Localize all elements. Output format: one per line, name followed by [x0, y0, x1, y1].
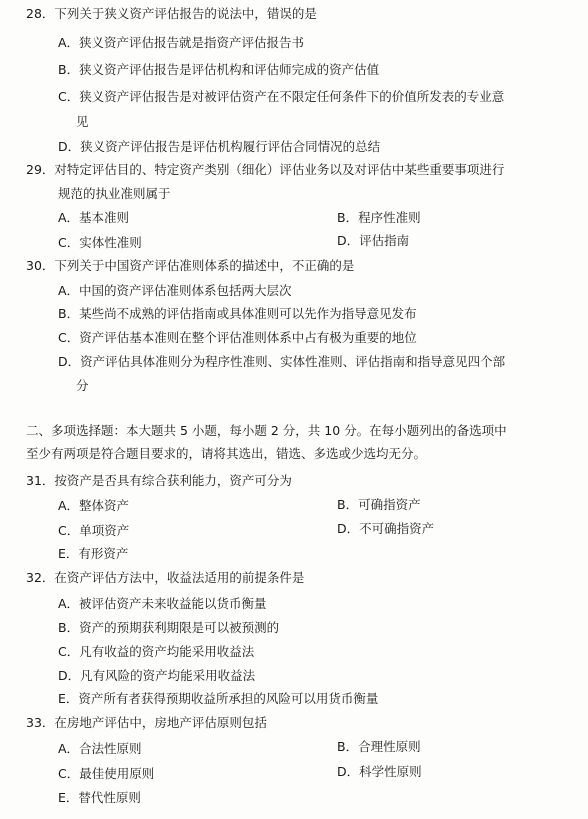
question-31-stem: 31．按资产是否具有综合获利能力，资产可分为: [26, 473, 292, 488]
question-30-stem: 30．下列关于中国资产评估准则体系的描述中，不正确的是: [26, 258, 355, 273]
question-32-option-e: E．资产所有者获得预期收益所承担的风险可以用货币衡量: [58, 691, 379, 706]
question-32-option-d: D．凡有风险的资产均能采用收益法: [58, 668, 256, 683]
question-28-option-c: C．狭义资产评估报告是对被评估资产在不限定任何条件下的价值所发表的专业意: [58, 89, 505, 104]
question-30-option-d-cont: 分: [76, 378, 89, 393]
section-2-instructions-cont: 至少有两项是符合题目要求的，请将其选出，错选、多选或少选均无分。: [26, 446, 427, 461]
question-32-option-c: C．凡有收益的资产均能采用收益法: [58, 644, 255, 659]
question-29-option-a: A．基本准则: [58, 210, 130, 225]
question-30-option-c: C．资产评估基本准则在整个评估准则体系中占有极为重要的地位: [58, 330, 417, 345]
section-2-instructions: 二、多项选择题：本大题共 5 小题，每小题 2 分，共 10 分。在每小题列出的备选项中: [26, 423, 507, 438]
question-33-stem: 33．在房地产评估中，房地产评估原则包括: [26, 715, 267, 730]
question-31-option-e: E．有形资产: [58, 546, 129, 561]
question-32-stem: 32．在资产评估方法中，收益法适用的前提条件是: [26, 570, 305, 585]
question-33-option-b: B．合理性原则: [337, 739, 421, 754]
question-33-option-c: C．最佳使用原则: [58, 766, 155, 781]
question-28-option-b: B．狭义资产评估报告是评估机构和评估师完成的资产估值: [58, 62, 380, 77]
question-30-option-d: D．资产评估具体准则分为程序性准则、实体性准则、评估指南和指导意见四个部: [58, 354, 506, 369]
question-28-option-d: D．狭义资产评估报告是评估机构履行评估合同情况的总结: [58, 139, 381, 154]
question-31-option-d: D．不可确指资产: [337, 521, 435, 536]
question-31-option-c: C．单项资产: [58, 523, 130, 538]
question-29-stem-cont: 规范的执业准则属于: [58, 186, 171, 201]
question-31-option-a: A．整体资产: [58, 498, 130, 513]
question-33-option-a: A．合法性原则: [58, 741, 142, 756]
question-30-option-b: B．某些尚不成熟的评估指南或具体准则可以先作为指导意见发布: [58, 306, 417, 321]
question-32-option-b: B．资产的预期获利期限是可以被预测的: [58, 620, 280, 635]
question-28-option-a: A．狭义资产评估报告就是指资产评估报告书: [58, 35, 305, 50]
question-29-option-b: B．程序性准则: [337, 210, 421, 225]
question-28-option-c-cont: 见: [76, 114, 89, 129]
question-28-stem: 28．下列关于狭义资产评估报告的说法中，错误的是: [26, 6, 317, 21]
question-31-option-b: B．可确指资产: [337, 497, 421, 512]
question-29-stem: 29．对特定评估目的、特定资产类别（细化）评估业务以及对评估中某些重要事项进行: [26, 162, 505, 177]
question-30-option-a: A．中国的资产评估准则体系包括两大层次: [58, 283, 292, 298]
question-32-option-a: A．被评估资产未来收益能以货币衡量: [58, 596, 267, 611]
question-29-option-c: C．实体性准则: [58, 235, 142, 250]
question-33-option-e: E．替代性原则: [58, 790, 141, 805]
question-33-option-d: D．科学性原则: [337, 764, 422, 779]
question-29-option-d: D．评估指南: [337, 233, 410, 248]
